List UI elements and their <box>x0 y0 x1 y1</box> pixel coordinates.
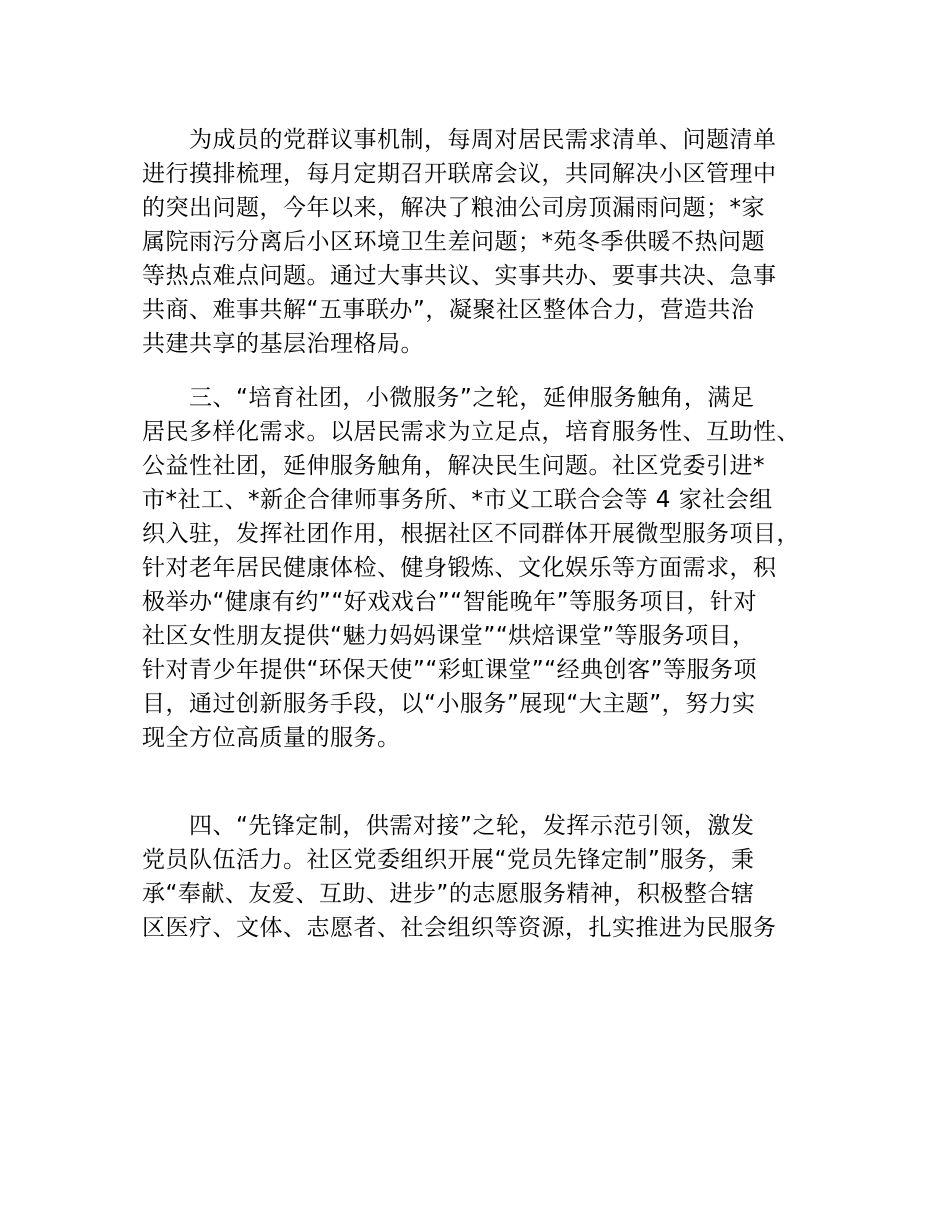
text-line <box>142 755 842 789</box>
document-body <box>142 123 842 965</box>
paragraph-1 <box>142 123 842 361</box>
text-line: 针对青少年提供“环保天使”“彩虹课堂”“经典创客”等服务项 <box>142 657 757 683</box>
text-line: 现全方位高质量的服务。 <box>142 725 401 751</box>
text-line: 公益性社团，延伸服务触角，解决民生问题。社区党委引进* <box>142 453 765 479</box>
text-line: 三、“培育社团，小微服务”之轮，延伸服务触角，满足 <box>189 385 755 411</box>
text-line: 极举办“健康有约”“好戏戏台”“智能晚年”等服务项目，针对 <box>142 589 757 615</box>
text-line: 市*社工、*新企合律师事务所、*市义工联合会等 4 家社会组 <box>142 487 773 513</box>
text-line: 属院雨污分离后小区环境卫生差问题；*苑冬季供暖不热问题 <box>142 229 765 255</box>
text-line: 等热点难点问题。通过大事共议、实事共办、要事共决、急事 <box>142 263 777 289</box>
text-line: 进行摸排梳理，每月定期召开联席会议，共同解决小区管理中 <box>142 161 777 187</box>
text-line: 承“奉献、友爱、互助、进步”的志愿服务精神，积极整合辖 <box>142 881 755 907</box>
text-line: 针对老年居民健康体检、健身锻炼、文化娱乐等方面需求，积 <box>142 555 777 581</box>
text-line: 织入驻，发挥社团作用，根据社区不同群体开展微型服务项目， <box>142 521 800 547</box>
text-line: 为成员的党群议事机制，每周对居民需求清单、问题清单 <box>189 127 777 153</box>
text-line: 四、“先锋定制，供需对接”之轮，发挥示范引领，激发 <box>189 813 755 839</box>
text-line: 社区女性朋友提供“魅力妈妈课堂”“烘焙课堂”等服务项目， <box>142 623 756 649</box>
text-line: 共商、难事共解“五事联办”，凝聚社区整体合力，营造共治 <box>142 297 755 323</box>
paragraph-3 <box>142 809 842 945</box>
text-line: 目，通过创新服务手段，以“小服务”展现“大主题”，努力实 <box>142 691 756 717</box>
paragraph-2 <box>142 381 842 789</box>
text-line: 共建共享的基层治理格局。 <box>142 331 424 357</box>
text-line: 党员队伍活力。社区党委组织开展“党员先锋定制”服务，秉 <box>142 847 755 873</box>
text-line: 居民多样化需求。以居民需求为立足点，培育服务性、互助性、 <box>142 419 800 445</box>
text-line: 区医疗、文体、志愿者、社会组织等资源，扎实推进为民服务 <box>142 915 777 941</box>
text-line: 的突出问题，今年以来，解决了粮油公司房顶漏雨问题；*家 <box>142 195 765 221</box>
